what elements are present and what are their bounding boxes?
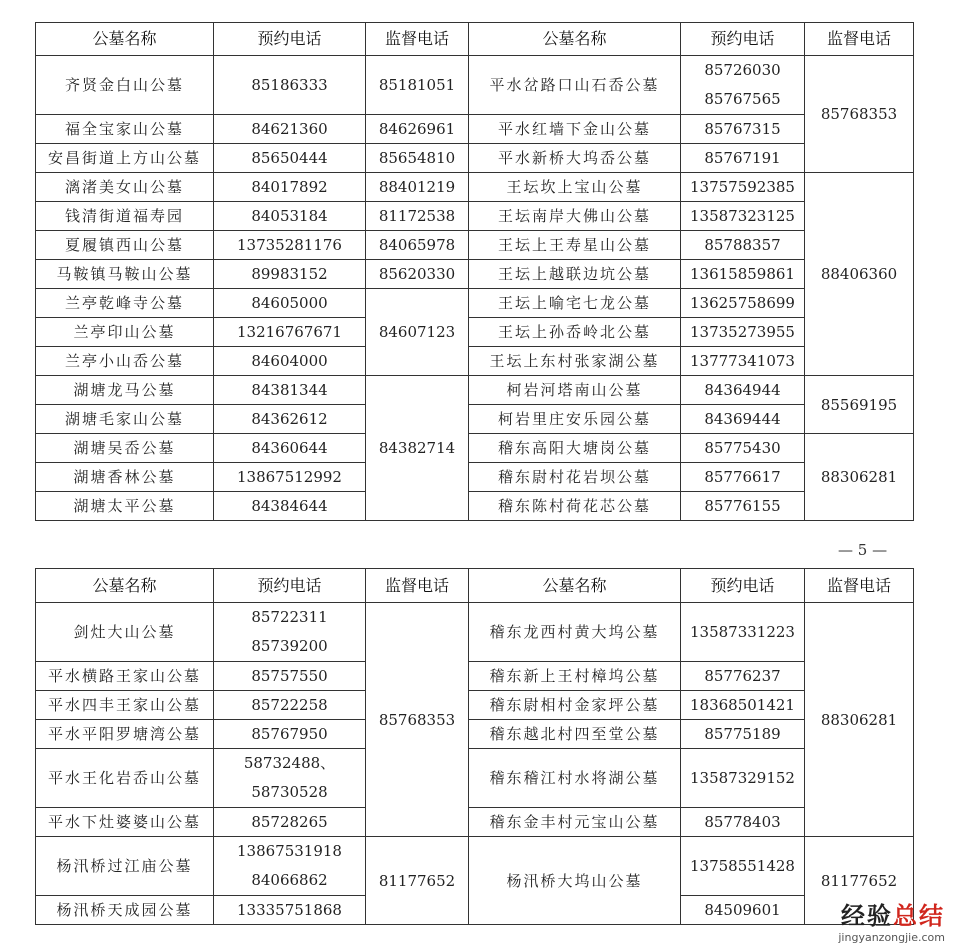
booking-phone: 13625758699 <box>681 289 805 318</box>
cemetery-name: 马鞍镇马鞍山公墓 <box>36 260 214 289</box>
table-row <box>36 720 914 749</box>
booking-phone: 85767950 <box>214 720 366 749</box>
cemetery-name: 湖塘毛家山公墓 <box>36 405 214 434</box>
table-row <box>36 202 914 231</box>
cemetery-name: 湖塘龙马公墓 <box>36 376 214 405</box>
table-row <box>36 691 914 720</box>
col-header-name: 公墓名称 <box>36 569 214 603</box>
cemetery-name: 王坛上王寿星山公墓 <box>469 231 681 260</box>
booking-phone: 84362612 <box>214 405 366 434</box>
cemetery-name: 平水四丰王家山公墓 <box>36 691 214 720</box>
cemetery-name: 湖塘太平公墓 <box>36 492 214 521</box>
supervision-phone: 81172538 <box>366 202 469 231</box>
booking-phone: 84605000 <box>214 289 366 318</box>
col-header-supervision: 监督电话 <box>366 569 469 603</box>
booking-phone: 85767191 <box>681 144 805 173</box>
booking-phone: 84621360 <box>214 115 366 144</box>
table-row <box>36 463 914 492</box>
cemetery-name: 齐贤金白山公墓 <box>36 56 214 115</box>
cemetery-name: 杨汛桥天成园公墓 <box>36 896 214 925</box>
table-row <box>36 837 914 896</box>
booking-phone-line: 13867531918 <box>237 842 342 860</box>
col-header-supervision: 监督电话 <box>805 569 914 603</box>
supervision-phone: 84065978 <box>366 231 469 260</box>
booking-phone: 84369444 <box>681 405 805 434</box>
cemetery-name: 剑灶大山公墓 <box>36 603 214 662</box>
booking-phone <box>681 56 805 115</box>
cemetery-name: 平水新桥大坞岙公墓 <box>469 144 681 173</box>
table-row <box>36 318 914 347</box>
supervision-phone: 85654810 <box>366 144 469 173</box>
supervision-phone: 85768353 <box>366 603 469 837</box>
table-row <box>36 173 914 202</box>
supervision-phone: 85620330 <box>366 260 469 289</box>
cemetery-name: 王坛上喻宅七龙公墓 <box>469 289 681 318</box>
table-row <box>36 347 914 376</box>
cemetery-name: 夏履镇西山公墓 <box>36 231 214 260</box>
booking-phone: 13615859861 <box>681 260 805 289</box>
booking-phone: 85778403 <box>681 808 805 837</box>
booking-phone-line: 85739200 <box>251 637 328 655</box>
cemetery-name: 平水横路王家山公墓 <box>36 662 214 691</box>
booking-phone: 85776155 <box>681 492 805 521</box>
watermark-url: jingyanzongjie.com <box>838 931 945 944</box>
booking-phone: 13758551428 <box>681 837 805 896</box>
cemetery-name: 钱清街道福寿园 <box>36 202 214 231</box>
booking-phone: 84381344 <box>214 376 366 405</box>
booking-phone-line: 58730528 <box>251 783 328 801</box>
booking-phone: 85757550 <box>214 662 366 691</box>
col-header-supervision: 监督电话 <box>805 23 914 56</box>
booking-phone-line: 85726030 <box>704 61 781 79</box>
booking-phone: 84053184 <box>214 202 366 231</box>
supervision-phone: 85768353 <box>805 56 914 173</box>
supervision-phone: 84607123 <box>366 289 469 376</box>
booking-phone: 89983152 <box>214 260 366 289</box>
col-header-phone: 预约电话 <box>214 23 366 56</box>
watermark-text-a: 经验 <box>841 902 893 930</box>
col-header-phone: 预约电话 <box>214 569 366 603</box>
cemetery-name: 稽东尉相村金家坪公墓 <box>469 691 681 720</box>
supervision-phone: 88406360 <box>805 173 914 376</box>
booking-phone: 13735281176 <box>214 231 366 260</box>
cemetery-table-2 <box>35 568 914 925</box>
booking-phone-line: 85722311 <box>251 608 328 626</box>
booking-phone-line: 58732488、 <box>243 754 336 772</box>
cemetery-name: 漓渚美女山公墓 <box>36 173 214 202</box>
booking-phone: 84364944 <box>681 376 805 405</box>
cemetery-name: 杨汛桥大坞山公墓 <box>469 837 681 925</box>
cemetery-name: 平水王化岩岙山公墓 <box>36 749 214 808</box>
table-row <box>36 231 914 260</box>
booking-phone: 85776237 <box>681 662 805 691</box>
watermark <box>838 896 945 944</box>
cemetery-name: 王坛坎上宝山公墓 <box>469 173 681 202</box>
watermark-logo-text <box>838 896 945 931</box>
col-header-phone: 预约电话 <box>681 23 805 56</box>
table-row <box>36 144 914 173</box>
cemetery-name: 平水岔路口山石岙公墓 <box>469 56 681 115</box>
cemetery-name: 稽东尉村花岩坝公墓 <box>469 463 681 492</box>
booking-phone: 84509601 <box>681 896 805 925</box>
cemetery-name: 湖塘吴岙公墓 <box>36 434 214 463</box>
supervision-phone: 85569195 <box>805 376 914 434</box>
booking-phone: 84017892 <box>214 173 366 202</box>
table-row <box>36 405 914 434</box>
booking-phone: 85767315 <box>681 115 805 144</box>
header-row <box>36 23 914 56</box>
cemetery-name: 平水下灶婆婆山公墓 <box>36 808 214 837</box>
cemetery-name: 稽东高阳大塘岗公墓 <box>469 434 681 463</box>
supervision-phone: 85181051 <box>366 56 469 115</box>
supervision-phone: 88306281 <box>805 434 914 521</box>
booking-phone <box>214 603 366 662</box>
table-row <box>36 289 914 318</box>
cemetery-name: 稽东龙西村黄大坞公墓 <box>469 603 681 662</box>
booking-phone: 85775189 <box>681 720 805 749</box>
table-row <box>36 808 914 837</box>
booking-phone: 13777341073 <box>681 347 805 376</box>
booking-phone: 85776617 <box>681 463 805 492</box>
col-header-phone: 预约电话 <box>681 569 805 603</box>
booking-phone: 13757592385 <box>681 173 805 202</box>
cemetery-name: 平水红墙下金山公墓 <box>469 115 681 144</box>
table-row <box>36 749 914 808</box>
cemetery-name: 安昌街道上方山公墓 <box>36 144 214 173</box>
cemetery-name: 王坛南岸大佛山公墓 <box>469 202 681 231</box>
cemetery-name: 稽东越北村四至堂公墓 <box>469 720 681 749</box>
cemetery-name: 王坛上孙岙岭北公墓 <box>469 318 681 347</box>
table-row <box>36 56 914 115</box>
booking-phone: 84604000 <box>214 347 366 376</box>
cemetery-name: 兰亭印山公墓 <box>36 318 214 347</box>
booking-phone: 13335751868 <box>214 896 366 925</box>
booking-phone: 85728265 <box>214 808 366 837</box>
table-row <box>36 434 914 463</box>
booking-phone: 85775430 <box>681 434 805 463</box>
col-header-name: 公墓名称 <box>36 23 214 56</box>
cemetery-name: 稽东稽江村水将湖公墓 <box>469 749 681 808</box>
booking-phone <box>214 749 366 808</box>
cemetery-name: 湖塘香林公墓 <box>36 463 214 492</box>
supervision-phone: 81177652 <box>805 837 914 925</box>
supervision-phone: 84382714 <box>366 376 469 521</box>
cemetery-name: 王坛上东村张家湖公墓 <box>469 347 681 376</box>
booking-phone: 85722258 <box>214 691 366 720</box>
supervision-phone: 88401219 <box>366 173 469 202</box>
booking-phone: 13867512992 <box>214 463 366 492</box>
booking-phone: 18368501421 <box>681 691 805 720</box>
table-row <box>36 603 914 662</box>
cemetery-name: 杨汛桥过江庙公墓 <box>36 837 214 896</box>
supervision-phone: 88306281 <box>805 603 914 837</box>
watermark-text-b: 总结 <box>893 902 945 930</box>
cemetery-table-1 <box>35 22 914 521</box>
cemetery-name: 柯岩河塔南山公墓 <box>469 376 681 405</box>
booking-phone-line: 84066862 <box>251 871 328 889</box>
booking-phone <box>214 837 366 896</box>
booking-phone-line: 85767565 <box>704 90 781 108</box>
header-row <box>36 569 914 603</box>
cemetery-name: 王坛上越联边坑公墓 <box>469 260 681 289</box>
cemetery-name: 稽东金丰村元宝山公墓 <box>469 808 681 837</box>
page-number: — 5 — <box>838 541 888 559</box>
supervision-phone: 84626961 <box>366 115 469 144</box>
table-row <box>36 662 914 691</box>
cemetery-name: 福全宝家山公墓 <box>36 115 214 144</box>
cemetery-name: 兰亭小山岙公墓 <box>36 347 214 376</box>
booking-phone: 85788357 <box>681 231 805 260</box>
cemetery-name: 稽东陈村荷花芯公墓 <box>469 492 681 521</box>
cemetery-name: 柯岩里庄安乐园公墓 <box>469 405 681 434</box>
booking-phone: 13735273955 <box>681 318 805 347</box>
supervision-phone: 81177652 <box>366 837 469 925</box>
table-row <box>36 376 914 405</box>
booking-phone: 13216767671 <box>214 318 366 347</box>
booking-phone: 85186333 <box>214 56 366 115</box>
col-header-name: 公墓名称 <box>469 23 681 56</box>
cemetery-name: 兰亭乾峰寺公墓 <box>36 289 214 318</box>
booking-phone: 13587329152 <box>681 749 805 808</box>
booking-phone: 84360644 <box>214 434 366 463</box>
col-header-name: 公墓名称 <box>469 569 681 603</box>
booking-phone: 13587323125 <box>681 202 805 231</box>
table-row <box>36 492 914 521</box>
cemetery-name: 平水平阳罗塘湾公墓 <box>36 720 214 749</box>
table-row <box>36 260 914 289</box>
booking-phone: 85650444 <box>214 144 366 173</box>
booking-phone: 84384644 <box>214 492 366 521</box>
table-row <box>36 115 914 144</box>
booking-phone: 13587331223 <box>681 603 805 662</box>
cemetery-name: 稽东新上王村樟坞公墓 <box>469 662 681 691</box>
col-header-supervision: 监督电话 <box>366 23 469 56</box>
